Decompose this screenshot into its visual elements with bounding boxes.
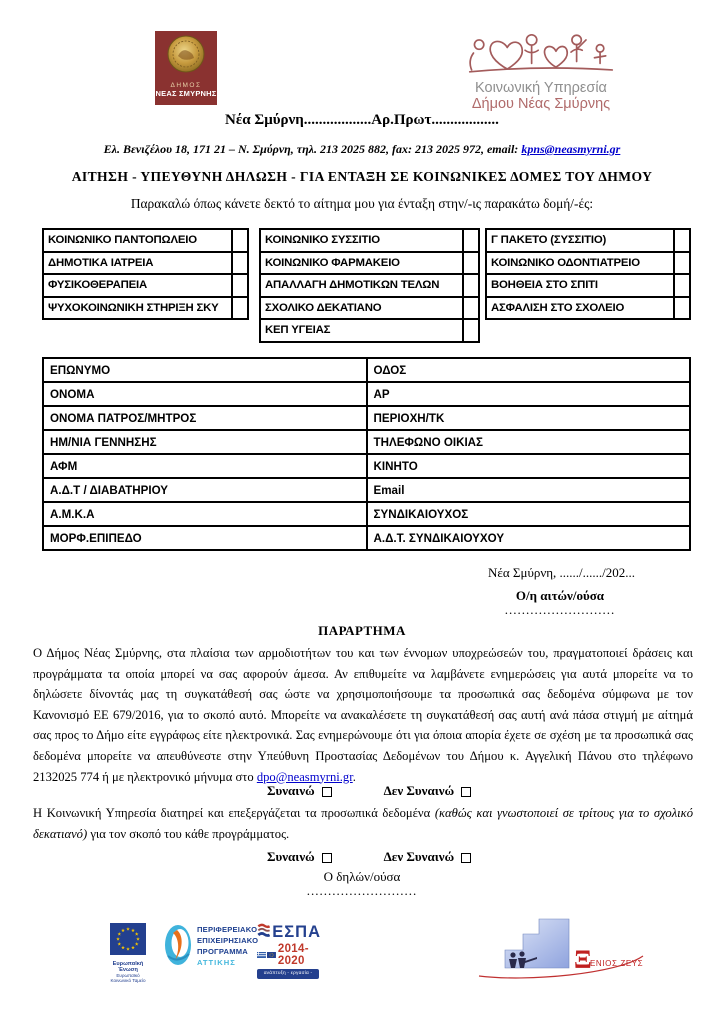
field-row: [43, 502, 690, 526]
espa-period: 2014-2020: [277, 943, 309, 967]
consent-yes-label: Συναινώ: [267, 849, 315, 864]
paragraph-1-period: .: [352, 769, 356, 784]
structure-checkbox[interactable]: [674, 252, 690, 275]
structure-checkbox[interactable]: [232, 297, 248, 320]
field-cell-right[interactable]: Email: [367, 478, 691, 502]
field-cell-left[interactable]: ΟΝΟΜΑ ΠΑΤΡΟΣ/ΜΗΤΡΟΣ: [43, 406, 367, 430]
consent-yes-label: Συναινώ: [267, 783, 315, 798]
structure-label: ΒΟΗΘΕΙΑ ΣΤΟ ΣΠΙΤΙ: [486, 274, 674, 297]
protocol-number-line: Νέα Σμύρνη..................Αρ.Πρωτ..................: [225, 112, 499, 128]
structures-column-3: [485, 228, 691, 320]
structure-label: ΔΗΜΟΤΙΚΑ ΙΑΤΡΕΙΑ: [43, 252, 232, 275]
structure-checkbox[interactable]: [463, 252, 479, 275]
field-cell-left[interactable]: ΑΦΜ: [43, 454, 367, 478]
structure-checkbox[interactable]: [232, 252, 248, 275]
structure-label: ΚΟΙΝΩΝΙΚΟ ΠΑΝΤΟΠΩΛΕΙΟ: [43, 229, 232, 252]
structure-checkbox[interactable]: [463, 297, 479, 320]
structure-checkbox[interactable]: [463, 319, 479, 342]
structure-row: [486, 229, 690, 252]
structures-column-1: [42, 228, 249, 320]
structure-label: ΨΥΧΟΚΟΙΝΩΝΙΚΗ ΣΤΗΡΙΞΗ ΣΚΥ: [43, 297, 232, 320]
address-text: Ελ. Βενιζέλου 18, 171 21 – Ν. Σμύρνη, τηλ. 213 2025 882, fax: 213 2025 972, email:: [103, 142, 522, 156]
form-subtitle: Παρακαλώ όπως κάνετε δεκτό το αίτημα μου για ένταξη στην/-ις παρακάτω δομή/-ές:: [130, 196, 594, 211]
structure-row: [43, 229, 248, 252]
field-cell-right[interactable]: ΑΡ: [367, 382, 691, 406]
form-title: ΑΙΤΗΣΗ - ΥΠΕΥΘΥΝΗ ΔΗΛΩΣΗ - ΓΙΑ ΕΝΤΑΞΗ ΣΕ ΚΟΙΝΩΝΙΚΕΣ ΔΟΜΕΣ ΤΟΥ ΔΗΜΟΥ: [71, 169, 653, 184]
structure-checkbox[interactable]: [232, 274, 248, 297]
field-cell-right[interactable]: ΚΙΝΗΤΟ: [367, 454, 691, 478]
structure-label: ΚΟΙΝΩΝΙΚΟ ΣΥΣΣΙΤΙΟ: [260, 229, 463, 252]
structure-label: ΦΥΣΙΚΟΘΕΡΑΠΕΙΑ: [43, 274, 232, 297]
field-row: [43, 526, 690, 550]
appendix-heading: ΠΑΡΑΡΤΗΜΑ: [318, 623, 406, 638]
consent-row-1: [267, 783, 471, 799]
municipality-logo: [155, 31, 217, 105]
address-line: [0, 142, 724, 157]
xenios-initial: Ξ: [574, 945, 592, 974]
field-row: [43, 454, 690, 478]
date-line: Νέα Σμύρνη, ....../....../202...: [488, 565, 636, 580]
contact-email-link[interactable]: kpns@neasmyrni.gr: [521, 142, 621, 156]
municipality-name-line2: ΝΕΑΣ ΣΜΥΡΝΗΣ: [155, 89, 217, 98]
structures-checkbox-section: [42, 228, 691, 343]
espa-tagline: ανάπτυξη - εργασία - αλληλεγγύη: [257, 969, 319, 979]
pep-line2: ΕΠΙΧΕΙΡΗΣΙΑΚΟ: [197, 936, 259, 945]
structure-row: [43, 274, 248, 297]
structure-checkbox[interactable]: [674, 297, 690, 320]
structure-row: [43, 252, 248, 275]
pep-line3: ΠΡΟΓΡΑΜΜΑ: [197, 947, 248, 956]
structure-row: [43, 297, 248, 320]
social-logo-line1: Κοινωνική Υπηρεσία: [475, 80, 607, 96]
applicant-details-table: [42, 357, 691, 551]
structure-label: ΚΕΠ ΥΓΕΙΑΣ: [260, 319, 463, 342]
field-cell-left[interactable]: Α.Δ.Τ / ΔΙΑΒΑΤΗΡΙΟΥ: [43, 478, 367, 502]
structure-label: Γ ΠΑΚΕΤΟ (ΣΥΣΣΙΤΙΟ): [486, 229, 674, 252]
structure-checkbox[interactable]: [463, 229, 479, 252]
field-cell-left[interactable]: ΕΠΩΝΥΜΟ: [43, 358, 367, 382]
structure-row: [260, 274, 479, 297]
consent-yes-checkbox[interactable]: [322, 787, 332, 797]
structure-row: [260, 252, 479, 275]
xenios-zeus-logo: [477, 916, 647, 985]
structure-label: ΚΟΙΝΩΝΙΚΟ ΦΑΡΜΑΚΕΙΟ: [260, 252, 463, 275]
structure-label: ΚΟΙΝΩΝΙΚΟ ΟΔΟΝΤΙΑΤΡΕΙΟ: [486, 252, 674, 275]
social-service-logo: [456, 32, 626, 112]
field-row: [43, 382, 690, 406]
field-cell-right[interactable]: ΠΕΡΙΟΧΗ/ΤΚ: [367, 406, 691, 430]
pep-attiki-logo: [164, 924, 258, 968]
field-row: [43, 478, 690, 502]
pep-line4: ΑΤΤΙΚΗΣ: [197, 958, 236, 967]
eu-flag-small-icon: [267, 951, 276, 959]
espa-logo: [257, 921, 321, 986]
xenios-rest: ΕΝΙΟΣ ΖΕΥΣ: [590, 959, 644, 968]
structure-checkbox[interactable]: [463, 274, 479, 297]
structure-row: [486, 274, 690, 297]
consent-no-checkbox[interactable]: [461, 787, 471, 797]
structure-label: ΑΣΦΑΛΙΣΗ ΣΤΟ ΣΧΟΛΕΙΟ: [486, 297, 674, 320]
field-row: [43, 358, 690, 382]
pep-line1: ΠΕΡΙΦΕΡΕΙΑΚΟ: [197, 925, 258, 934]
structure-row: [260, 319, 479, 342]
field-row: [43, 406, 690, 430]
field-cell-left[interactable]: ΟΝΟΜΑ: [43, 382, 367, 406]
structure-label: ΣΧΟΛΙΚΟ ΔΕΚΑΤΙΑΝΟ: [260, 297, 463, 320]
declarant-role-label: Ο δηλών/ούσα: [323, 869, 401, 884]
family-hearts-illustration: [466, 32, 616, 76]
structure-row: [260, 297, 479, 320]
structure-checkbox[interactable]: [232, 229, 248, 252]
municipality-seal-icon: [164, 34, 208, 76]
social-logo-line2: Δήμου Νέας Σμύρνης: [471, 96, 611, 112]
consent-row-2: [267, 849, 471, 865]
field-row: [43, 430, 690, 454]
structure-row: [486, 297, 690, 320]
eu-logo-line1: Ευρωπαϊκή Ένωση: [112, 961, 144, 973]
xenios-zeus-icon: [477, 916, 647, 980]
eu-flag-icon: [110, 923, 146, 955]
eu-logo-line2: Ευρωπαϊκό Κοινωνικό Ταμείο: [110, 973, 146, 983]
espa-waves-icon: [257, 921, 270, 941]
paragraph-1-text: Ο Δήμος Νέας Σμύρνης, στα πλαίσια των αρμοδιοτήτων του και των έννομων υποχρεώσεών του, πραγματοποιεί δράσεις και προγράμματα τα οποία μπορεί να σας αφορούν άμεσα. Αν επιθυμείτε να λαμβάνετε ενημερώσεις για αυτά μπορείτε να το δηλώσετε δίνοντάς μας τη συγκατάθεσή σας ώστε να χρησιμοποιήσουμε τα προσωπικά σας δεδομένα σύμφωνα με τον Κανονισμό ΕΕ 679/2016, για το σκοπό αυτό. Μπορείτε να ανακαλέσετε τη συγκατάθεσή σας αυτή ανά πάσα στιγμή με αίτημά σας προς το Δήμο είτε εγγράφως είτε ηλεκτρονικά. Σας ενημερώνουμε ότι για όποια απορία έχετε σε σχέση με τα προσωπικά σας δεδομένα μπορείτε να απευθύνεστε στην Υπεύθυνη Προστασίας Δεδομένων του Δήμου κ. Αγγελική Πάνου στο τηλέφωνο 2132025 774 ή με ηλεκτρονικό μήνυμα στο: [33, 646, 693, 784]
espa-name: ΕΣΠΑ: [272, 923, 321, 941]
structures-column-2: [259, 228, 480, 343]
consent-no-checkbox[interactable]: [461, 853, 471, 863]
municipality-name-line1: ΔΗΜΟΣ: [170, 82, 202, 89]
paragraph-2-italic: (καθώς και γνωστοποιεί σε τρίτους για το σχολικό δεκατιανό): [33, 806, 693, 841]
field-cell-right[interactable]: ΟΔΟΣ: [367, 358, 691, 382]
structure-label: ΑΠΑΛΛΑΓΗ ΔΗΜΟΤΙΚΩΝ ΤΕΛΩΝ: [260, 274, 463, 297]
consent-no-label: Δεν Συναινώ: [383, 783, 455, 798]
field-cell-left[interactable]: ΜΟΡΦ.ΕΠΙΠΕΔΟ: [43, 526, 367, 550]
field-cell-right[interactable]: ΤΗΛΕΦΩΝΟ ΟΙΚΙΑΣ: [367, 430, 691, 454]
structure-row: [486, 252, 690, 275]
applicant-signature-line[interactable]: ..........................: [504, 602, 616, 617]
eu-logo: [106, 923, 150, 983]
dpo-email-link[interactable]: dpo@neasmyrni.gr: [256, 769, 353, 784]
paragraph-2-end: για τον σκοπό του κάθε προγράμματος.: [87, 826, 290, 841]
pep-swirl-icon: [164, 924, 192, 966]
paragraph-2-text: Η Κοινωνική Υπηρεσία διατηρεί και επεξεργάζεται τα προσωπικά δεδομένα: [33, 806, 435, 820]
structure-checkbox[interactable]: [674, 274, 690, 297]
field-cell-left[interactable]: Α.Μ.Κ.Α: [43, 502, 367, 526]
applicant-role-label: Ο/η αιτών/ούσα: [515, 588, 605, 603]
field-cell-right[interactable]: ΣΥΝΔΙΚΑΙΟΥΧΟΣ: [367, 502, 691, 526]
appendix-paragraph-1: [33, 643, 693, 787]
consent-yes-checkbox[interactable]: [322, 853, 332, 863]
field-cell-right[interactable]: Α.Δ.Τ. ΣΥΝΔΙΚΑΙΟΥΧΟΥ: [367, 526, 691, 550]
greek-flag-icon: [257, 951, 266, 959]
consent-no-label: Δεν Συναινώ: [383, 849, 455, 864]
structure-row: [260, 229, 479, 252]
declarant-signature-line[interactable]: ..........................: [306, 883, 418, 898]
structure-checkbox[interactable]: [674, 229, 690, 252]
appendix-paragraph-2: [33, 803, 693, 844]
field-cell-left[interactable]: ΗΜ/ΝΙΑ ΓΕΝΝΗΣΗΣ: [43, 430, 367, 454]
